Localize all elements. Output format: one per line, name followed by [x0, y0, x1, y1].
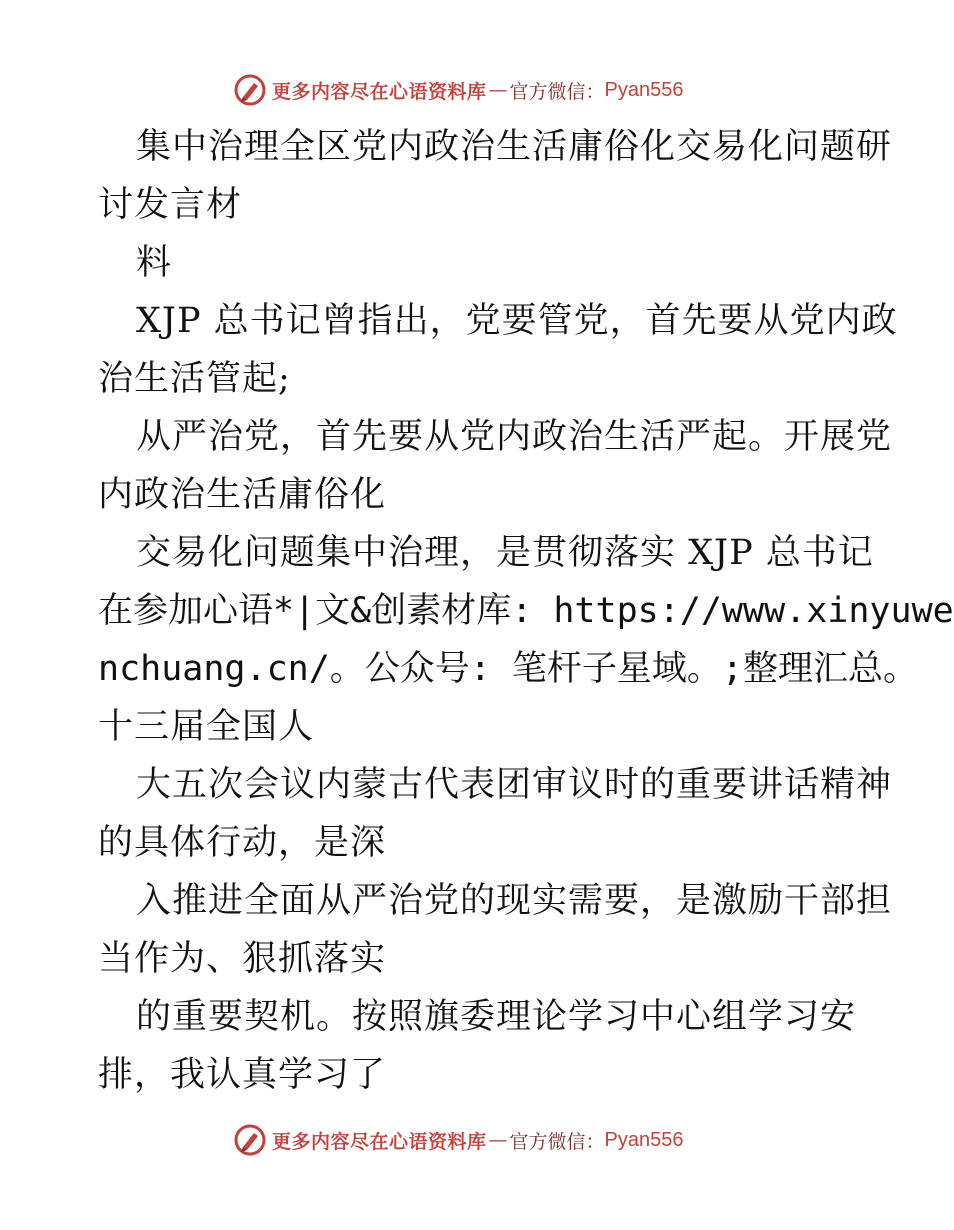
banner-text: 更多内容尽在心语资料库: [272, 80, 487, 103]
banner-dash: —: [488, 79, 508, 101]
banner-wechat-id: Pyan556: [604, 1128, 684, 1151]
header-banner: [234, 72, 684, 108]
text-line: 入推进全面从严治党的现实需要，是激励干部担: [136, 881, 893, 921]
text-line: 料: [136, 243, 173, 283]
banner-wechat-label: 官方微信：: [509, 80, 605, 103]
document-body: [98, 118, 954, 1104]
banner-wechat-id: Pyan556: [604, 78, 684, 101]
text-line: 讨发言材: [98, 185, 243, 225]
text-line: 当作为、狠抓落实: [98, 939, 387, 979]
text-line: 内政治生活庸俗化: [98, 475, 387, 515]
text-line: 在参加心语*|文&创素材库: https://www.xinyuwe: [98, 591, 954, 631]
text-line: 治生活管起;: [98, 359, 291, 399]
text-line: 集中治理全区党内政治生活庸俗化交易化问题研: [136, 127, 893, 167]
banner-text: 更多内容尽在心语资料库: [272, 1130, 487, 1153]
banner-wechat-label: 官方微信：: [509, 1130, 605, 1153]
text-line: nchuang.cn/。公众号: 笔杆子星域。;整理汇总。: [98, 649, 919, 689]
banner-dash: —: [488, 1129, 508, 1151]
text-line: 大五次会议内蒙古代表团审议时的重要讲话精神: [136, 765, 893, 805]
pen-logo-icon: [234, 74, 266, 106]
pen-logo-icon: [234, 1124, 266, 1156]
text-line: 的具体行动，是深: [98, 823, 387, 863]
text-line: XJP 总书记曾指出，党要管党，首先要从党内政: [136, 301, 898, 341]
text-line: 的重要契机。按照旗委理论学习中心组学习安: [136, 997, 857, 1037]
text-line: 交易化问题集中治理，是贯彻落实 XJP 总书记: [136, 533, 874, 573]
footer-banner: [234, 1122, 684, 1158]
text-line: 从严治党，首先要从党内政治生活严起。开展党: [136, 417, 893, 457]
text-line: 十三届全国人: [98, 707, 315, 747]
text-line: 排，我认真学习了: [98, 1055, 387, 1095]
